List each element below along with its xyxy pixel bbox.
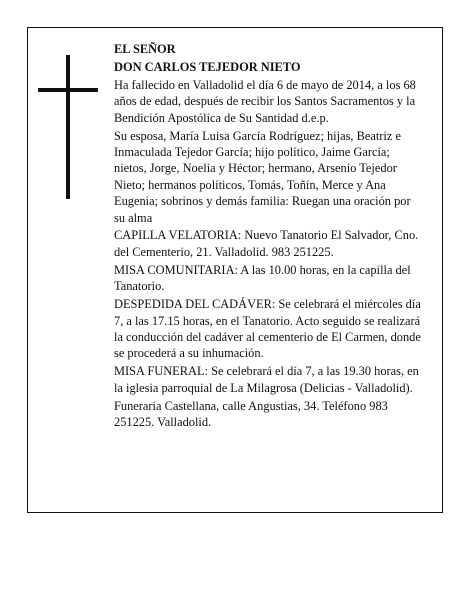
cross-vertical-bar — [66, 55, 70, 199]
notice-title-line-2: DON CARLOS TEJEDOR NIETO — [114, 59, 301, 74]
notice-text — [114, 41, 424, 432]
family-list: Su esposa, María Luisa García Rodríguez; hijas, Beatriz e Inmaculada Tejedor García; hijo político, Jaime García; nietos, Jorge, Noelia y Héctor; hermano, Arsenio Tejedor Nieto; hermanos políticos, Tomás, Toñín, Merce y Ana Eugenia; sobrinos y demás familia: Ruegan una oración por su alma — [114, 128, 411, 225]
community-mass-info: MISA COMUNITARIA: A las 10.00 horas, en la capilla del Tanatorio. — [114, 262, 411, 294]
cross-horizontal-bar — [38, 88, 98, 92]
funeral-home-info: Funeraria Castellana, calle Angustias, 34. Teléfono 983 251225. Valladolid. — [114, 398, 388, 429]
death-announcement: Ha fallecido en Valladolid el día 6 de mayo de 2014, a los 68 años de edad, después de recibir los Santos Sacramentos y la Bendición Apostólica de Su Santidad d.e.p. — [114, 77, 416, 125]
cross-icon — [38, 55, 98, 199]
farewell-info: DESPEDIDA DEL CADÁVER: Se celebrará el miércoles día 7, a las 17.15 horas, en el Tanatorio. Acto seguido se realizará la conducción del cadáver al cementerio de El Carmen, donde se procederá a su inhumación. — [114, 297, 421, 361]
funeral-mass-info: MISA FUNERAL: Se celebrará el día 7, a las 19.30 horas, en la iglesia parroquial de La Milagrosa (Delicias - Valladolid). — [114, 364, 419, 395]
wake-chapel-info: CAPILLA VELATORIA: Nuevo Tanatorio El Salvador, Cno. del Cementerio, 21. Valladolid. 983 251225. — [114, 228, 419, 259]
notice-title-line-1: EL SEÑOR — [114, 42, 176, 56]
obituary-notice — [27, 27, 443, 513]
